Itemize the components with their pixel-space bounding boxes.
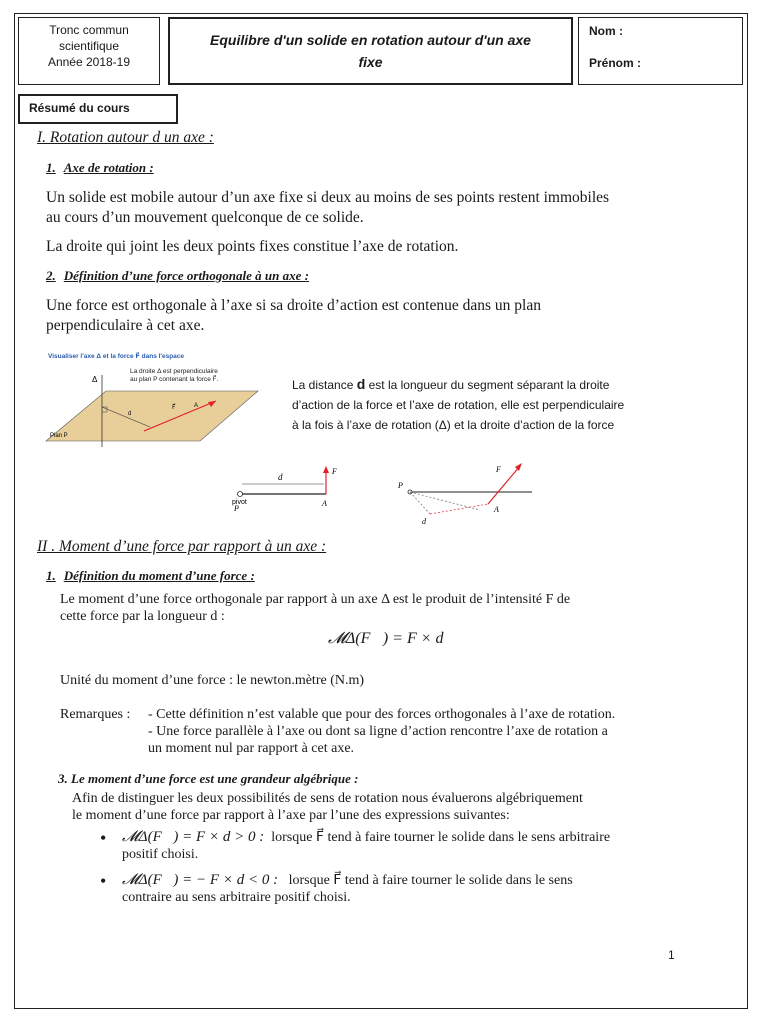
delta-label: Δ	[92, 375, 98, 384]
note-line: au plan P contenant la force F⃗.	[130, 376, 219, 383]
subsection-title: Axe de rotation :	[63, 160, 154, 175]
f-label: F⃗	[332, 467, 344, 476]
p-label: P	[234, 504, 239, 513]
remark-item: - Cette définition n’est valable que pour des forces orthogonales à l’axe de rotation.	[148, 707, 616, 722]
subsection-2-3: 3. Le moment d’une force est une grandeur algébrique :	[58, 771, 359, 786]
moment-unit: Unité du moment d’une force : le newton.mètre (N.m)	[60, 673, 365, 688]
note-d: d	[356, 376, 366, 392]
figure-note	[130, 368, 218, 384]
a-label: A	[322, 499, 327, 508]
paragraph-solid	[46, 188, 746, 228]
bullet-marker: •	[100, 828, 107, 848]
text-line: Le moment d’une force orthogonale par rapport à un axe Δ est le produit de l’intensité F de	[60, 592, 571, 607]
d-label: d	[278, 472, 283, 482]
page-number: 1	[668, 948, 675, 962]
oblique-diagram	[392, 458, 538, 528]
bullet-continued: contraire au sens arbitraire positif choisi.	[122, 890, 351, 905]
text-line: cette force par la longueur d :	[60, 609, 225, 624]
note-line: à la fois à l’axe de rotation (Δ) et la droite d’action de la force	[292, 418, 615, 432]
bullet-marker: •	[100, 871, 107, 891]
remarks-list	[148, 706, 743, 757]
page-title-line2: fixe	[358, 54, 383, 70]
f-label: F⃗	[496, 465, 508, 474]
subsection-2-1	[46, 568, 255, 584]
resume-box: Résumé du cours	[18, 94, 178, 124]
bullet-text: lorsque F⃗ tend à faire tourner le solide dans le sens arbitraire	[271, 830, 611, 845]
bullet-positive	[122, 829, 742, 863]
d-label: d	[128, 411, 132, 417]
paragraph-orthogonal	[46, 296, 746, 336]
a-label: A	[194, 403, 199, 409]
bullet-negative	[122, 872, 742, 906]
plane-p	[46, 391, 258, 441]
pivot-diagram	[226, 462, 356, 514]
subsection-1-2	[46, 268, 309, 284]
nom-label: Nom :	[589, 24, 623, 38]
title-box	[168, 17, 573, 85]
class-name: Tronc commun	[49, 23, 129, 37]
subsection-number: 2.	[46, 268, 56, 283]
remark-item: - Une force parallèle à l’axe ou dont sa ligne d’action rencontre l’axe de rotation a	[148, 724, 608, 739]
plane-figure	[44, 349, 260, 451]
note-text: La distance	[292, 378, 357, 392]
moment-definition	[60, 591, 740, 625]
note-line	[292, 374, 732, 395]
force-arrowhead	[323, 466, 329, 473]
algebraic-intro	[72, 790, 742, 824]
remarks-label: Remarques :	[60, 707, 131, 722]
p-label: P	[398, 481, 403, 490]
bullet-formula: 𝓜Δ(F⃗) = − F × d < 0 :	[122, 872, 279, 888]
bullet-line	[122, 829, 742, 846]
subsection-number: 1.	[46, 568, 56, 583]
d-label: d	[422, 517, 426, 526]
f-label: F⃗	[172, 405, 176, 411]
figure-caption: Visualiser l'axe Δ et la force F⃗ dans l'espace	[48, 353, 185, 360]
pivot-label: pivot	[232, 499, 247, 506]
a-label: A	[494, 505, 499, 514]
school-year: Année 2018-19	[47, 55, 131, 69]
text-line: le moment d’une force par rapport à l’axe par l’une des expressions suivantes:	[72, 808, 510, 823]
moment-formula: 𝓜Δ(F⃗) = F × d	[328, 630, 444, 647]
subsection-1-1	[46, 160, 154, 176]
plan-label: Plan P	[50, 433, 68, 439]
class-track: scientifique	[58, 39, 120, 53]
text-line: perpendiculaire à cet axe.	[46, 317, 205, 334]
subsection-title: Définition du moment d’une force :	[63, 568, 255, 583]
student-box	[578, 17, 743, 85]
distance-note	[292, 374, 732, 435]
text-line: au cours d’un mouvement quelconque de ce solide.	[46, 209, 364, 226]
prenom-label: Prénom :	[589, 56, 642, 70]
note-text: est la longueur du segment séparant la droite	[365, 378, 610, 392]
bullet-continued: positif choisi.	[122, 847, 199, 862]
pivot-point	[238, 492, 243, 497]
bullet-formula: 𝓜Δ(F⃗) = F × d > 0 :	[122, 829, 265, 845]
page-title: Equilibre d'un solide en rotation autour d'un axe	[210, 32, 531, 48]
text-line: Une force est orthogonale à l’axe si sa droite d’action est contenue dans un plan	[46, 297, 541, 314]
subsection-number: 1.	[46, 160, 56, 175]
note-line: La droite Δ est perpendiculaire	[130, 368, 218, 375]
remark-item-continued: un moment nul par rapport à cet axe.	[148, 741, 355, 756]
action-line	[430, 504, 488, 514]
section-2-title: II . Moment d’une force par rapport à un axe :	[37, 538, 327, 555]
class-info-box	[18, 17, 160, 85]
distance-line	[410, 492, 430, 514]
section-1-title: I. Rotation autour d un axe :	[37, 129, 214, 146]
bullet-line	[122, 872, 742, 889]
note-line: d’action de la force et l’axe de rotation, elle est perpendiculaire	[292, 398, 625, 412]
subsection-title: Définition d’une force orthogonale à un axe :	[63, 268, 309, 283]
paragraph-axis: La droite qui joint les deux points fixes constitue l’axe de rotation.	[46, 238, 459, 255]
text-line: Afin de distinguer les deux possibilités de sens de rotation nous évaluerons algébriquement	[72, 791, 583, 806]
text-line: Un solide est mobile autour d’un axe fixe si deux au moins de ses points restent immobiles	[46, 189, 610, 206]
bullet-text: lorsque F⃗ tend à faire tourner le solide dans le sens	[288, 873, 573, 888]
